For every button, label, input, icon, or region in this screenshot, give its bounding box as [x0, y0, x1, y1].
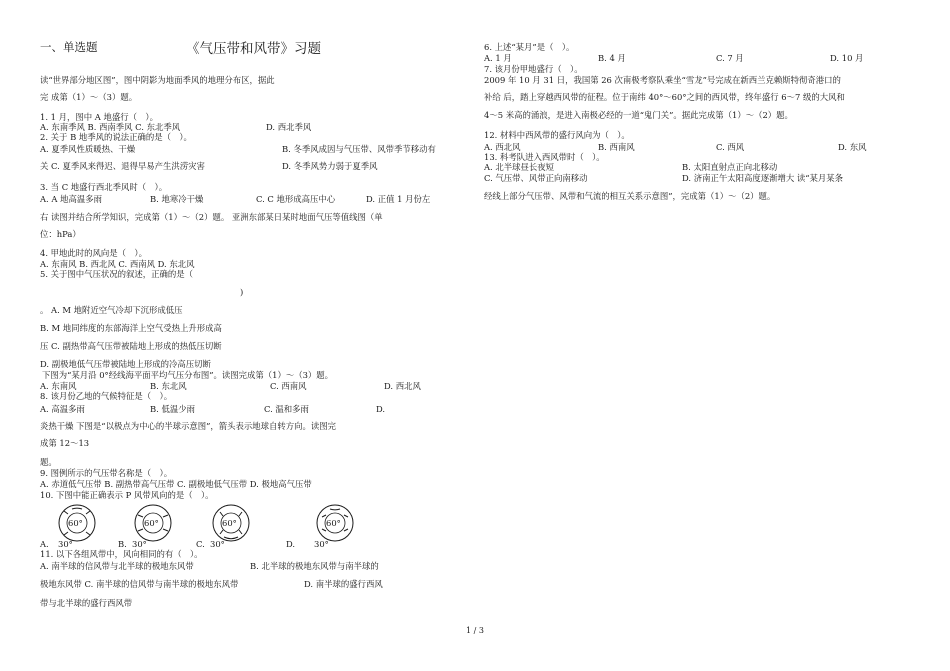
question-13-option-b: B. 太阳直射点正向北移动	[682, 162, 778, 172]
question-4: 4. 甲地此时的风向是（ ）。	[40, 248, 147, 258]
question-6-option-c: C. 7 月	[716, 53, 744, 63]
hemisphere-diagrams	[34, 503, 470, 553]
diagram-label-a: A.	[40, 539, 49, 549]
intro-text-meridian: 经线上部分气压带、风带和气流的相互关系示意图”，完成第（1）～（2）题。	[484, 191, 776, 201]
question-1-options: A. 东南季风 B. 西南季风 C. 东北季风	[40, 122, 181, 132]
diagram-a-inner-label: 60°	[68, 518, 83, 528]
question-1: 1. 1 月，图中 A 地盛行（ ）。	[40, 112, 158, 122]
question-6: 6. 上述“某月”是（ ）。	[484, 42, 575, 52]
option-row-b: B. 东北风	[150, 381, 187, 391]
question-8: 8. 该月份乙地的气候特征是（ ）。	[40, 391, 173, 401]
question-7: 7. 该月份甲地盛行（ ）。	[484, 64, 583, 74]
question-5: 5. 关于图中气压状况的叙述，正确的是（	[40, 269, 194, 279]
question-2-option-b: B. 冬季风成因与气压带、风带季节移动有	[282, 144, 436, 154]
intro-text-hemisphere-3: 题。	[40, 457, 57, 467]
question-3: 3. 当 C 地盛行西北季风时（ ）。	[40, 182, 168, 192]
question-2: 2. 关于 B 地季风的说法正确的是（ ）。	[40, 132, 192, 142]
question-3-option-b: B. 地寒冷干燥	[150, 194, 204, 204]
question-2-option-a: A. 夏季风性质暖热、干燥	[40, 144, 136, 154]
question-13-option-c: C. 气压带、风带正向南移动	[484, 173, 588, 183]
question-8-option-b: B. 低温少雨	[150, 404, 195, 414]
intro-text-hemisphere-2: 成第 12～13	[40, 438, 90, 448]
question-13: 13. 科考队进入西风带时（ ）。	[484, 152, 605, 162]
question-9: 9. 图例所示的气压带名称是（ ）。	[40, 468, 173, 478]
option-row-a: A. 东南风	[40, 381, 77, 391]
question-6-option-d: D. 10 月	[830, 53, 864, 63]
question-1-option-d: D. 西北季风	[266, 122, 312, 132]
question-8-option-a: A. 高温多雨	[40, 404, 85, 414]
question-12-option-a: A. 西北风	[484, 142, 521, 152]
intro-text-map-2: 位：hPa）	[40, 229, 81, 239]
passage-line-3: 4～5 米高的涌浪，是进入南极必经的一道“鬼门关”。据此完成第（1）～（2）题。	[484, 110, 793, 120]
question-5-close: )	[240, 287, 244, 297]
intro-text-map: 右 读图并结合所学知识，完成第（1）～（2）题。 亚洲东部某日某时地面气压等值线图（单	[40, 212, 383, 222]
question-8-option-c: C. 温和多雨	[264, 404, 309, 414]
passage-line-2: 补给 后，踏上穿越西风带的征程。位于南纬 40°～60°之间的西风带，终年盛行 6～7 级的大风和	[484, 92, 845, 102]
diagram-d-inner-label: 60°	[326, 518, 341, 528]
section-heading: 一、单选题	[40, 40, 98, 54]
question-11-option-d: D. 南半球的盛行西风	[304, 579, 383, 589]
intro-text-2: 完 成第（1）～（3）题。	[40, 92, 138, 102]
question-13-option-d: D. 济南正午太阳高度逐渐增大 读“某月某条	[682, 173, 844, 183]
intro-text-pressure: 下图为“某月沿 0°经线海平面平均气压分布图”。读图完成第（1）～（3）题。	[42, 370, 334, 380]
diagram-a-outer-label: 30°	[58, 539, 73, 549]
option-row-c: C. 西南风	[270, 381, 307, 391]
question-12-option-c: C. 西风	[716, 142, 745, 152]
question-2-option-c: 关 C. 夏季风来得迟、退得早易产生洪涝灾害	[40, 161, 205, 171]
document-title: 《气压带和风带》习题	[186, 41, 321, 57]
diagram-label-b: B.	[118, 539, 127, 549]
diagram-c-outer-label: 30°	[210, 539, 225, 549]
diagram-c-inner-label: 60°	[222, 518, 237, 528]
question-3-option-c: C. C 地形成高压中心	[256, 194, 336, 204]
question-10: 10. 下图中能正确表示 P 风带风向的是（ ）。	[40, 490, 214, 500]
question-5-option-b: B. M 地同纬度的东部海洋上空气受热上升形成高	[40, 323, 222, 333]
intro-text-hemisphere: 炎热干燥 下图是“以极点为中心的半球示意图”，箭头表示地球自转方向。读图完	[40, 421, 336, 431]
question-5-option-c: 压 C. 副热带高气压带被陆地上形成的热低压切断	[40, 341, 222, 351]
intro-text: 读“世界部分地区图”，图中阴影为地面季风的地理分布区，据此	[40, 75, 275, 85]
question-5-option-d: D. 副极地低气压带被陆地上形成的冷高压切断	[40, 359, 211, 369]
question-5-option-a: 。 A. M 地附近空气冷却下沉形成低压	[40, 305, 183, 315]
diagram-d-outer-label: 30°	[314, 539, 329, 549]
question-2-option-d: D. 冬季风势力弱于夏季风	[282, 161, 378, 171]
question-11: 11. 以下各组风带中，风向相同的有（ ）。	[40, 549, 203, 559]
question-8-option-d: D.	[376, 404, 386, 414]
question-11-option-d-cont: 带与北半球的盛行西风带	[40, 598, 133, 608]
diagram-label-d: D.	[286, 539, 296, 549]
question-3-option-d: D. 正值 1 月份左	[366, 194, 431, 204]
question-4-options: A. 东南风 B. 西北风 C. 西南风 D. 东北风	[40, 259, 195, 269]
passage-line-1: 2009 年 10 月 31 日，我国第 26 次南极考察队乘坐“雪龙”号完成在新西兰克赖斯特彻奇港口的	[484, 75, 841, 85]
question-12-option-d: D. 东风	[838, 142, 867, 152]
question-12: 12. 材料中西风带的盛行风向为（ ）。	[484, 130, 630, 140]
diagram-b-inner-label: 60°	[144, 518, 159, 528]
diagram-b-outer-label: 30°	[132, 539, 147, 549]
question-13-option-a: A. 北半球昼长夜短	[484, 162, 554, 172]
question-11-option-c: 极地东风带 C. 南半球的信风带与南半球的极地东风带	[40, 579, 239, 589]
question-9-options: A. 赤道低气压带 B. 副热带高气压带 C. 副极地低气压带 D. 极地高气压带	[40, 479, 312, 489]
question-3-option-a: A. A 地高温多雨	[40, 194, 102, 204]
question-11-option-a: A. 南半球的信风带与北半球的极地东风带	[40, 561, 194, 571]
question-6-option-b: B. 4 月	[598, 53, 626, 63]
question-6-option-a: A. 1 月	[484, 53, 512, 63]
question-11-option-b: B. 北半球的极地东风带与南半球的	[250, 561, 379, 571]
page-number: 1 / 3	[466, 626, 484, 635]
diagram-label-c: C.	[196, 539, 205, 549]
option-row-d: D. 西北风	[384, 381, 421, 391]
question-12-option-b: B. 西南风	[598, 142, 635, 152]
